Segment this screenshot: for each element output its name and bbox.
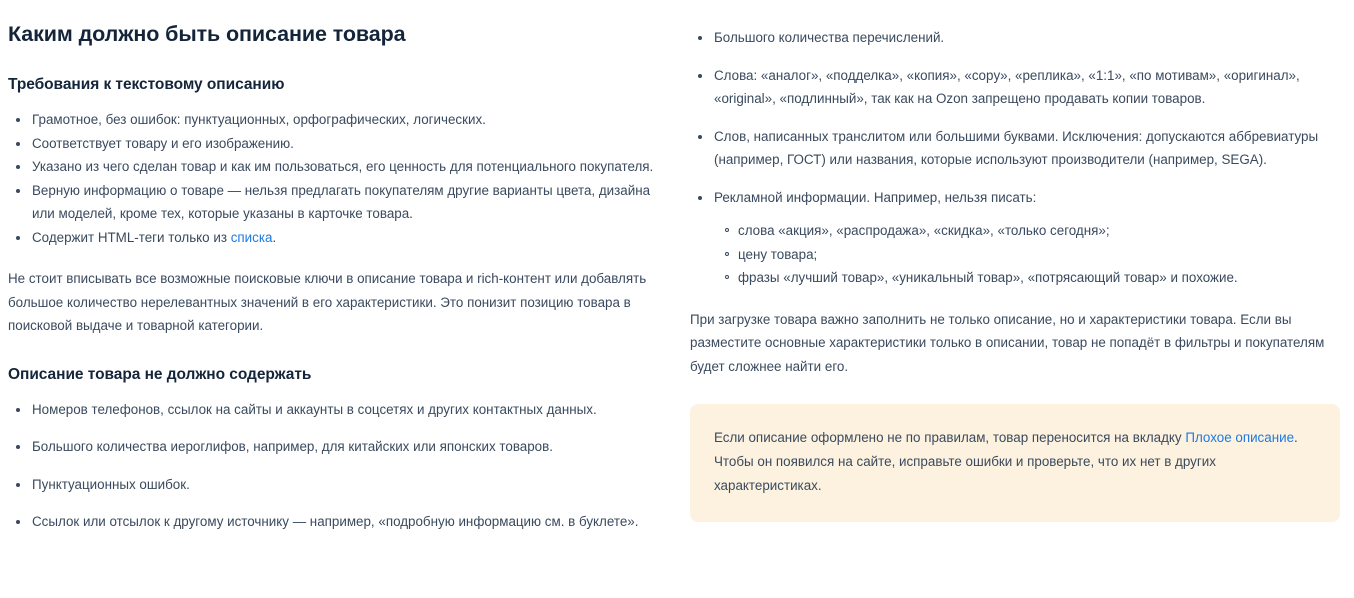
list-item: Большого количества иероглифов, например, для китайских или японских товаров. (30, 435, 666, 459)
page-title: Каким должно быть описание товара (8, 22, 406, 46)
list-item-advertising (712, 186, 1340, 290)
list-item: Ссылок или отсылок к другому источнику — например, «подробную информацию см. в буклете». (30, 510, 666, 534)
info-callout (690, 404, 1340, 522)
list-item: Указано из чего сделан товар и как им пользоваться, его ценность для потенциального покупателя. (30, 155, 666, 179)
list-item: Слова: «аналог», «подделка», «копия», «copy», «реплика», «1:1», «по мотивам», «оригинал», «original», «подлинный», так как на Ozon запрещено продавать копии товаров. (712, 64, 1340, 111)
sub-list-item: фразы «лучший товар», «уникальный товар», «потрясающий товар» и похожие. (738, 266, 1340, 290)
list-item-label: Рекламной информации. Например, нельзя писать: (714, 189, 1037, 205)
sub-list-item: слова «акция», «распродажа», «скидка», «только сегодня»; (738, 219, 1340, 243)
list-item: Пунктуационных ошибок. (30, 473, 666, 497)
list-item: Большого количества перечислений. (712, 26, 1340, 50)
list-item-suffix: . (272, 229, 277, 245)
callout-prefix: Если описание оформлено не по правилам, товар переносится на вкладку (714, 430, 1186, 445)
callout-text (714, 426, 1316, 498)
list-item-html-tags (30, 226, 666, 250)
list-item: Слов, написанных транслитом или большими буквами. Исключения: допускаются аббревиатуры (например, ГОСТ) или названия, которые используют производители (например, SEGA). (712, 125, 1340, 172)
section-heading-text-requirements: Требования к текстовому описанию (8, 76, 285, 93)
callout-suffix: . Чтобы он появился на сайте, исправьте ошибки и проверьте, что их нет в других характеристиках. (714, 430, 1298, 493)
forbidden-content-list (8, 398, 666, 534)
sub-list-item: цену товара; (738, 243, 1340, 267)
search-keys-paragraph: Не стоит вписывать все возможные поисковые ключи в описание товара и rich-контент или добавлять большое количество нерелевантных значений в его характеристики. Это понизит позицию товара в поисковой выдаче и товарной категории. (8, 271, 647, 333)
list-item: Номеров телефонов, ссылок на сайты и аккаунты в соцсетях и других контактных данных. (30, 398, 666, 422)
text-requirements-list (8, 108, 666, 249)
advertising-sub-list (714, 219, 1340, 290)
section-heading-forbidden-content: Описание товара не должно содержать (8, 365, 312, 383)
attributes-paragraph: При загрузке товара важно заполнить не только описание, но и характеристики товара. Если вы разместите основные характеристики только в описании, товар не попадёт в фильтры и покупателям будет сложнее найти его. (690, 311, 1325, 374)
right-column (680, 0, 1354, 522)
allowed-tags-link[interactable]: списка (230, 229, 273, 245)
list-item: Грамотное, без ошибок: пунктуационных, орфографических, логических. (30, 108, 666, 132)
left-column (0, 0, 680, 534)
list-item: Соответствует товару и его изображению. (30, 132, 666, 156)
bad-description-tab-link[interactable]: Плохое описание (1185, 430, 1295, 445)
forbidden-content-list-continued (690, 26, 1340, 290)
list-item: Верную информацию о товаре — нельзя предлагать покупателям другие варианты цвета, дизайна или моделей, кроме тех, которые указаны в карточке товара. (30, 179, 666, 226)
list-item-prefix: Содержит HTML-теги только из (32, 229, 231, 245)
